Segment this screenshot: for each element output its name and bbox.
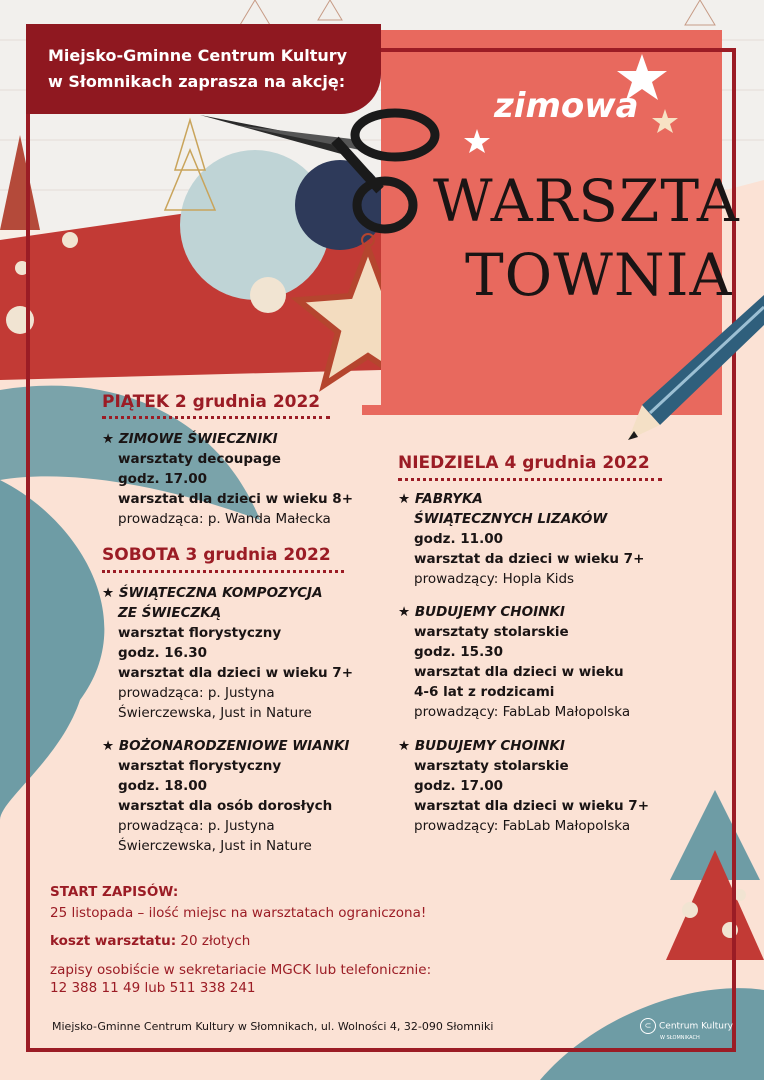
workshop-title: BOŻONARODZENIOWE WIANKI xyxy=(118,738,350,754)
star-bullet-icon: ★ xyxy=(398,738,415,754)
cost-label: koszt warsztatu: xyxy=(50,933,177,949)
workshop-host: prowadzący: Hopla Kids xyxy=(414,571,575,587)
workshop-item xyxy=(398,736,649,836)
workshop-item xyxy=(102,429,353,529)
workshop-audience: warsztat dla dzieci w wieku 8+ xyxy=(118,491,354,507)
divider-friday xyxy=(102,416,330,419)
workshop-item xyxy=(102,583,353,723)
workshop-title: FABRYKA xyxy=(414,491,483,507)
signup-start-text: 25 listopada – ilość miejsc na warsztatach ograniczona! xyxy=(50,905,427,921)
workshop-host: prowadząca: p. Justyna xyxy=(118,818,275,834)
day-heading-sunday: NIEDZIELA 4 grudnia 2022 xyxy=(398,453,650,473)
header-line-2: w Słomnikach zaprasza na akcję: xyxy=(48,72,346,91)
workshop-audience: warsztat dla dzieci w wieku 7+ xyxy=(414,798,650,814)
workshop-time: godz. 11.00 xyxy=(414,531,503,547)
workshop-host: prowadzący: FabLab Małopolska xyxy=(414,704,631,720)
workshop-title: BUDUJEMY CHOINKI xyxy=(414,604,565,620)
star-bullet-icon: ★ xyxy=(102,431,119,447)
cost-value: 20 złotych xyxy=(176,933,251,949)
star-bullet-icon: ★ xyxy=(398,604,415,620)
workshop-host: prowadząca: p. Wanda Małecka xyxy=(118,511,331,527)
workshop-type: warsztat florystyczny xyxy=(118,758,282,774)
cost-line xyxy=(50,931,250,951)
workshop-time: godz. 16.30 xyxy=(118,645,207,661)
small-star-icon-2 xyxy=(650,108,680,134)
workshop-audience: warsztat dla dzieci w wieku xyxy=(414,664,624,680)
logo-name: Centrum Kultury xyxy=(659,1021,734,1032)
workshop-host: prowadząca: p. Justyna xyxy=(118,685,275,701)
scissors-icon xyxy=(195,95,455,245)
workshop-title-line xyxy=(102,429,353,449)
day-heading-friday: PIĄTEK 2 grudnia 2022 xyxy=(102,392,321,412)
workshop-title-line xyxy=(102,736,349,756)
workshop-audience-cont: 4-6 lat z rodzicami xyxy=(414,684,555,700)
title-main-line-1: WARSZTA xyxy=(433,167,740,235)
workshop-title-line xyxy=(398,736,649,756)
workshop-type: warsztaty stolarskie xyxy=(414,758,569,774)
divider-sunday xyxy=(398,478,662,481)
logo-icon: ⊂ xyxy=(640,1018,656,1034)
workshop-host-cont: Świerczewska, Just in Nature xyxy=(118,705,312,721)
workshop-title-line xyxy=(398,602,630,622)
logo xyxy=(640,1018,733,1043)
workshop-host-cont: Świerczewska, Just in Nature xyxy=(118,838,312,854)
title-main-line-2: TOWNIA xyxy=(465,241,733,309)
signup-phones: 12 388 11 49 lub 511 338 241 xyxy=(50,980,256,996)
star-bullet-icon: ★ xyxy=(398,491,415,507)
signup-info: zapisy osobiście w sekretariacie MGCK lub telefonicznie: xyxy=(50,962,432,978)
star-bullet-icon: ★ xyxy=(102,585,119,601)
workshop-title-cont: ŚWIĄTECZNYCH LIZAKÓW xyxy=(414,511,608,527)
workshop-time: godz. 15.30 xyxy=(414,644,503,660)
workshop-title: ŚWIĄTECZNA KOMPOZYCJA xyxy=(118,585,323,601)
address: Miejsko-Gminne Centrum Kultury w Słomnikach, ul. Wolności 4, 32-090 Słomniki xyxy=(52,1020,494,1033)
workshop-time: godz. 17.00 xyxy=(118,471,207,487)
pencil-icon xyxy=(620,285,764,445)
workshop-item xyxy=(398,489,644,589)
workshop-time: godz. 17.00 xyxy=(414,778,503,794)
workshop-type: warsztaty stolarskie xyxy=(414,624,569,640)
workshop-title-cont: ZE ŚWIECZKĄ xyxy=(118,605,222,621)
title-sub: zimowa xyxy=(494,86,639,126)
workshop-audience: warsztat dla osób dorosłych xyxy=(118,798,333,814)
logo-sub: W SŁOMNIKACH xyxy=(660,1035,700,1041)
workshop-title-line xyxy=(102,583,353,603)
workshop-type: warsztat florystyczny xyxy=(118,625,282,641)
signup-start-label: START ZAPISÓW: xyxy=(50,884,179,900)
workshop-type: warsztaty decoupage xyxy=(118,451,281,467)
workshop-item xyxy=(398,602,630,722)
workshop-title: ZIMOWE ŚWIECZNIKI xyxy=(118,431,278,447)
workshop-audience: warsztat dla dzieci w wieku 7+ xyxy=(118,665,354,681)
day-heading-saturday: SOBOTA 3 grudnia 2022 xyxy=(102,545,331,565)
workshop-time: godz. 18.00 xyxy=(118,778,207,794)
workshop-title-line xyxy=(398,489,644,509)
workshop-item xyxy=(102,736,349,856)
workshop-host: prowadzący: FabLab Małopolska xyxy=(414,818,631,834)
divider-saturday xyxy=(102,570,344,573)
workshop-title: BUDUJEMY CHOINKI xyxy=(414,738,565,754)
workshop-audience: warsztat da dzieci w wieku 7+ xyxy=(414,551,645,567)
star-bullet-icon: ★ xyxy=(102,738,119,754)
small-star-icon xyxy=(462,128,492,154)
header-line-1: Miejsko-Gminne Centrum Kultury xyxy=(48,46,348,65)
